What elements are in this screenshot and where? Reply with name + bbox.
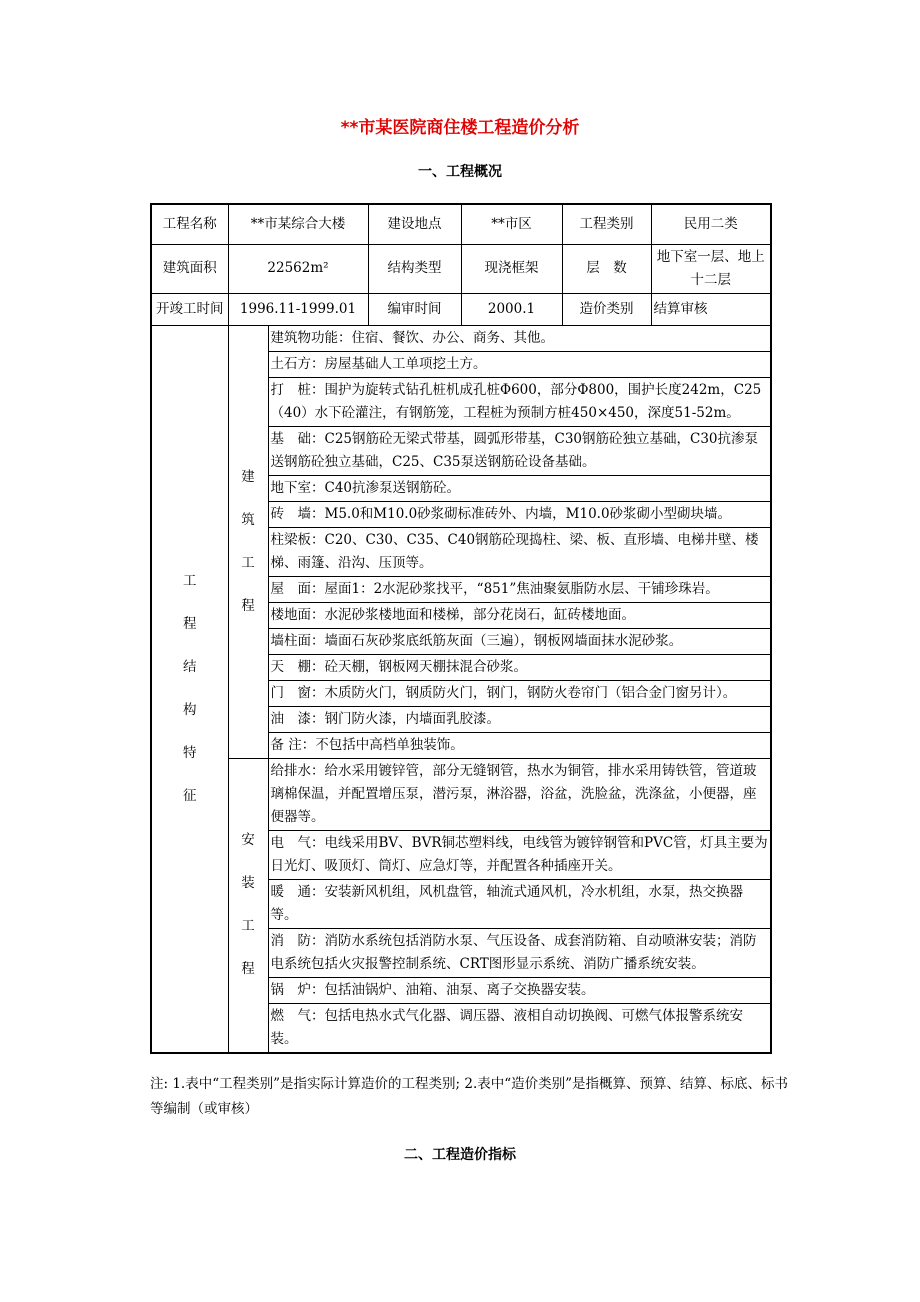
- installation-works-label: 安 装 工 程: [228, 758, 268, 1053]
- value-review-date: 2000.1: [461, 293, 562, 325]
- value-location: **市区: [461, 204, 562, 244]
- feature-item: 屋 面：屋面1：2水泥砂浆找平，“851”焦油聚氨脂防水层、干铺珍珠岩。: [268, 576, 771, 602]
- feature-item: 建筑物功能：住宿、餐饮、办公、商务、其他。: [268, 325, 771, 351]
- feature-item: 土石方：房屋基础人工单项挖土方。: [268, 351, 771, 377]
- feature-item: 暖 通：安装新风机组，风机盘管，轴流式通风机，冷水机组，水泵，热交换器等。: [268, 879, 771, 928]
- feature-item: 砖 墙：M5.0和M10.0砂浆砌标准砖外、内墙，M10.0砂浆砌小型砌块墙。: [268, 501, 771, 527]
- label-cost-category: 造价类别: [562, 293, 651, 325]
- label-project-name: 工程名称: [151, 204, 228, 244]
- feature-item: 油 漆：钢门防火漆，内墙面乳胶漆。: [268, 706, 771, 732]
- table-row: [151, 244, 771, 293]
- value-project-category: 民用二类: [651, 204, 771, 244]
- feature-item: 墙柱面：墙面石灰砂浆底纸筋灰面（三遍），钢板网墙面抹水泥砂浆。: [268, 628, 771, 654]
- value-floor-area: 22562m²: [228, 244, 368, 293]
- feature-item: 天 棚：砼天棚，钢板网天棚抹混合砂浆。: [268, 654, 771, 680]
- value-project-name: **市某综合大楼: [228, 204, 368, 244]
- feature-item: 备 注：不包括中高档单独装饰。: [268, 732, 771, 758]
- value-structure-type: 现浇框架: [461, 244, 562, 293]
- project-overview-table: [150, 203, 772, 1054]
- section-heading-cost-index: 二、工程造价指标: [404, 1147, 516, 1163]
- value-construction-period: 1996.11-1999.01: [228, 293, 368, 325]
- feature-item: 门 窗：木质防火门，钢质防火门，钢门，钢防火卷帘门（铝合金门窗另计）。: [268, 680, 771, 706]
- feature-item: 给排水：给水采用镀锌管，部分无缝钢管，热水为铜管，排水采用铸铁管，管道玻璃棉保温，并配置增压泵，潜污泵，淋浴器，浴盆，洗脸盆，洗涤盆，小便器，座便器等。: [268, 758, 771, 830]
- feature-item: 电 气：电线采用BV、BVR铜芯塑料线，电线管为镀锌钢管和PVC管，灯具主要为日光灯、吸顶灯、筒灯、应急灯等，并配置各种插座开关。: [268, 830, 771, 879]
- label-project-category: 工程类别: [562, 204, 651, 244]
- label-floor-area: 建筑面积: [151, 244, 228, 293]
- label-construction-period: 开竣工时间: [151, 293, 228, 325]
- feature-item: 锅 炉：包括油锅炉、油箱、油泵、离子交换器安装。: [268, 977, 771, 1003]
- feature-item: 基 础：C25钢筋砼无梁式带基，圆弧形带基，C30钢筋砼独立基础，C30抗渗泵送钢筋砼独立基础，C25、C35泵送钢筋砼设备基础。: [268, 426, 771, 475]
- value-cost-category: 结算审核: [651, 293, 771, 325]
- feature-item: 燃 气：包括电热水式气化器、调压器、液相自动切换阀、可燃气体报警系统安装。: [268, 1003, 771, 1053]
- label-structure-type: 结构类型: [368, 244, 461, 293]
- label-review-date: 编审时间: [368, 293, 461, 325]
- table-row: [151, 204, 771, 244]
- section-heading-overview: 一、工程概况: [418, 164, 502, 180]
- table-row: [151, 325, 771, 351]
- feature-item: 柱梁板：C20、C30、C35、C40钢筋砼现捣柱、梁、板、直形墙、电梯井壁、楼梯、雨篷、沿沟、压顶等。: [268, 527, 771, 576]
- feature-item: 消 防：消防水系统包括消防水泵、气压设备、成套消防箱、自动喷淋安装；消防电系统包括火灾报警控制系统、CRT图形显示系统、消防广播系统安装。: [268, 928, 771, 977]
- structure-details: [151, 325, 771, 1053]
- feature-item: 楼地面：水泥砂浆楼地面和楼梯，部分花岗石，缸砖楼地面。: [268, 602, 771, 628]
- feature-item: 地下室：C40抗渗泵送钢筋砼。: [268, 475, 771, 501]
- table-row: [151, 293, 771, 325]
- table-row: [151, 758, 771, 830]
- feature-item: 打 桩：围护为旋转式钻孔桩机成孔桩Φ600，部分Φ800，围护长度242m，C25（40）水下砼灌注，有钢筋笼，工程桩为预制方桩450×450，深度51-52m。: [268, 377, 771, 426]
- building-works-label: 建 筑 工 程: [228, 325, 268, 758]
- structure-features-label: 工 程 结 构 特 征: [151, 325, 228, 1053]
- document-title: **市某医院商住楼工程造价分析: [340, 118, 580, 138]
- label-location: 建设地点: [368, 204, 461, 244]
- label-floors: 层 数: [562, 244, 651, 293]
- table-note: 注: 1.表中“工程类别”是指实际计算造价的工程类别; 2.表中“造价类别”是指概算、预算、结算、标底、标书等编制（或审核）: [150, 1076, 789, 1117]
- value-floors: 地下室一层、地上十二层: [651, 244, 771, 293]
